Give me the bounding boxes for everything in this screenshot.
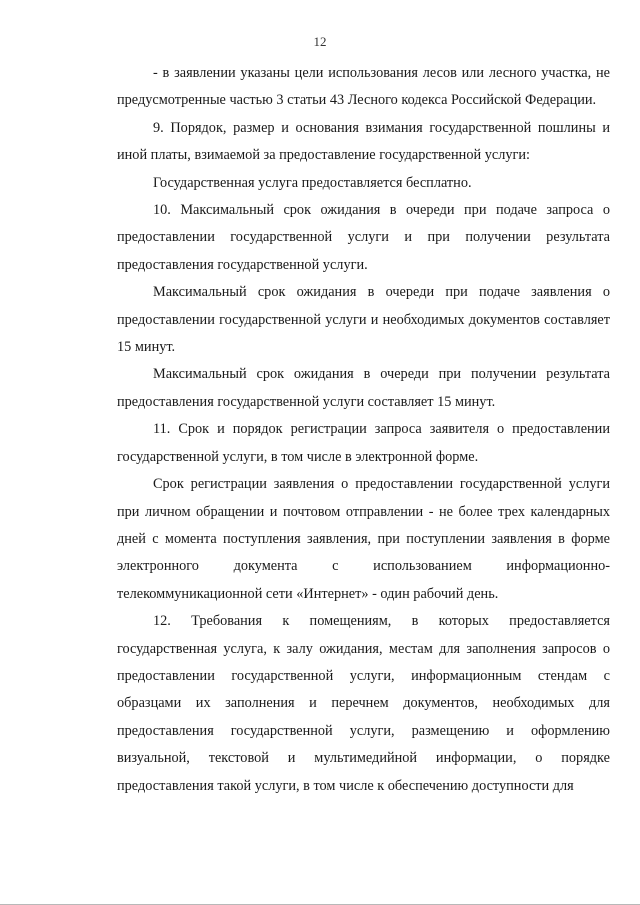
- paragraph-section-12-heading: 12. Требования к помещениям, в которых предоставляется государственная услуга, к залу ожидания, местам для заполнения запросов о предоставлении государственной услуги, информационным стендам с образцами их заполнения и перечнем документов, необходимых для предоставления государственной услуги, размещению и оформлению визуальной, текстовой и мультимедийной информации, о порядке предоставления такой услуги, в том числе к обеспечению доступности для: [117, 613, 610, 794]
- paragraph-section-10-heading: 10. Максимальный срок ожидания в очереди при подаче запроса о предоставлении государственной услуги и при получении результата предоставления государственной услуги.: [117, 202, 610, 273]
- document-body: [117, 60, 610, 800]
- page-number: 12: [313, 34, 327, 49]
- paragraph-free-service: Государственная услуга предоставляется бесплатно.: [153, 174, 472, 191]
- paragraph-wait-submission: Максимальный срок ожидания в очереди при подаче заявления о предоставлении государственной услуги и необходимых документов составляет 15 минут.: [117, 284, 610, 356]
- paragraph-section-9-heading: 9. Порядок, размер и основания взимания государственной пошлины и иной платы, взимаемой за предоставление государственной услуги:: [117, 119, 610, 164]
- paragraph-wait-result: Максимальный срок ожидания в очереди при получении результата предоставления государственной услуги составляет 15 минут.: [117, 366, 610, 410]
- paragraph-reject-reason: - в заявлении указаны цели использования лесов или лесного участка, не предусмотренные частью 3 статьи 43 Лесного кодекса Российской Федерации.: [117, 65, 610, 109]
- paragraph-registration-term: Срок регистрации заявления о предоставлении государственной услуги при личном обращении и почтовом отправлении - не более трех календарных дней с момента поступления заявления, при поступлении заявления в форме электронного документа с использованием информационно-телекоммуникационной сети «Интернет» - один рабочий день.: [117, 476, 610, 602]
- paragraph-section-11-heading: 11. Срок и порядок регистрации запроса заявителя о предоставлении государственной услуги, в том числе в электронной форме.: [117, 421, 610, 465]
